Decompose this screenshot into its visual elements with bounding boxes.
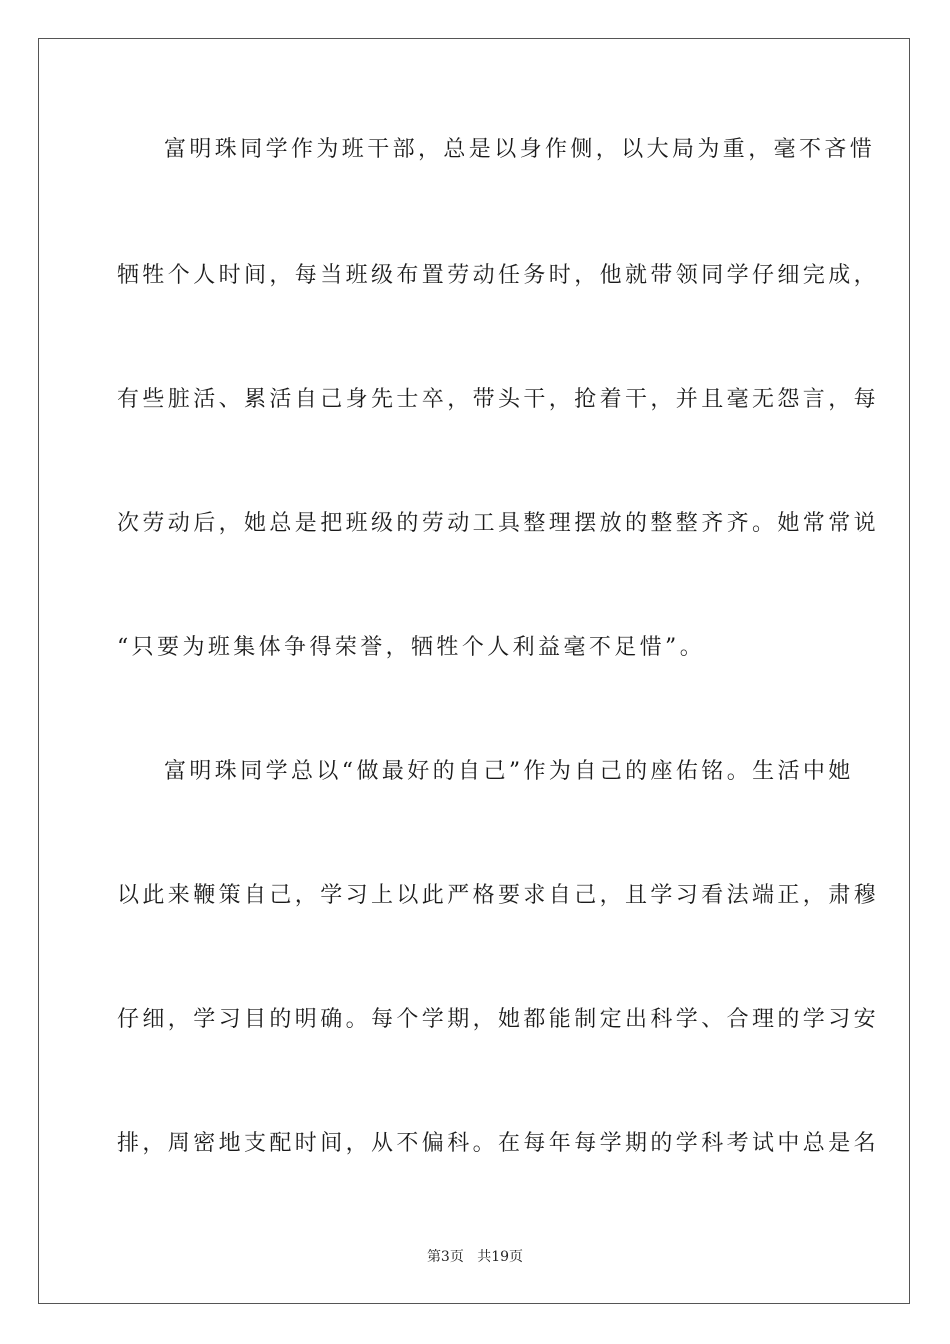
paragraph-1-line-3: 有些脏活、累活自己身先士卒，带头干，抢着干，并且毫无怨言，每 <box>117 387 880 412</box>
paragraph-1-line-4: 次劳动后，她总是把班级的劳动工具整理摆放的整整齐齐。她常常说 <box>117 511 880 536</box>
page-footer <box>0 1248 950 1266</box>
paragraph-1-line-1: 富明珠同学作为班干部，总是以身作侧，以大局为重，毫不吝惜 <box>164 137 876 162</box>
paragraph-1-line-2: 牺牲个人时间，每当班级布置劳动任务时，他就带领同学仔细完成， <box>117 263 880 288</box>
paragraph-1-line-5: “只要为班集体争得荣誉，牺牲个人利益毫不足惜”。 <box>117 635 706 660</box>
page-border <box>38 38 910 1304</box>
paragraph-2-line-4: 排，周密地支配时间，从不偏科。在每年每学期的学科考试中总是名 <box>117 1131 880 1156</box>
paragraph-2-line-1: 富明珠同学总以“做最好的自己”作为自己的座佑铭。生活中她 <box>164 759 854 784</box>
paragraph-2-line-2: 以此来鞭策自己，学习上以此严格要求自己，且学习看法端正，肃穆 <box>117 883 880 908</box>
total-pages: 共19页 <box>477 1249 524 1265</box>
paragraph-2-line-3: 仔细，学习目的明确。每个学期，她都能制定出科学、合理的学习安 <box>117 1007 880 1032</box>
page-number: 第3页 <box>426 1249 464 1265</box>
